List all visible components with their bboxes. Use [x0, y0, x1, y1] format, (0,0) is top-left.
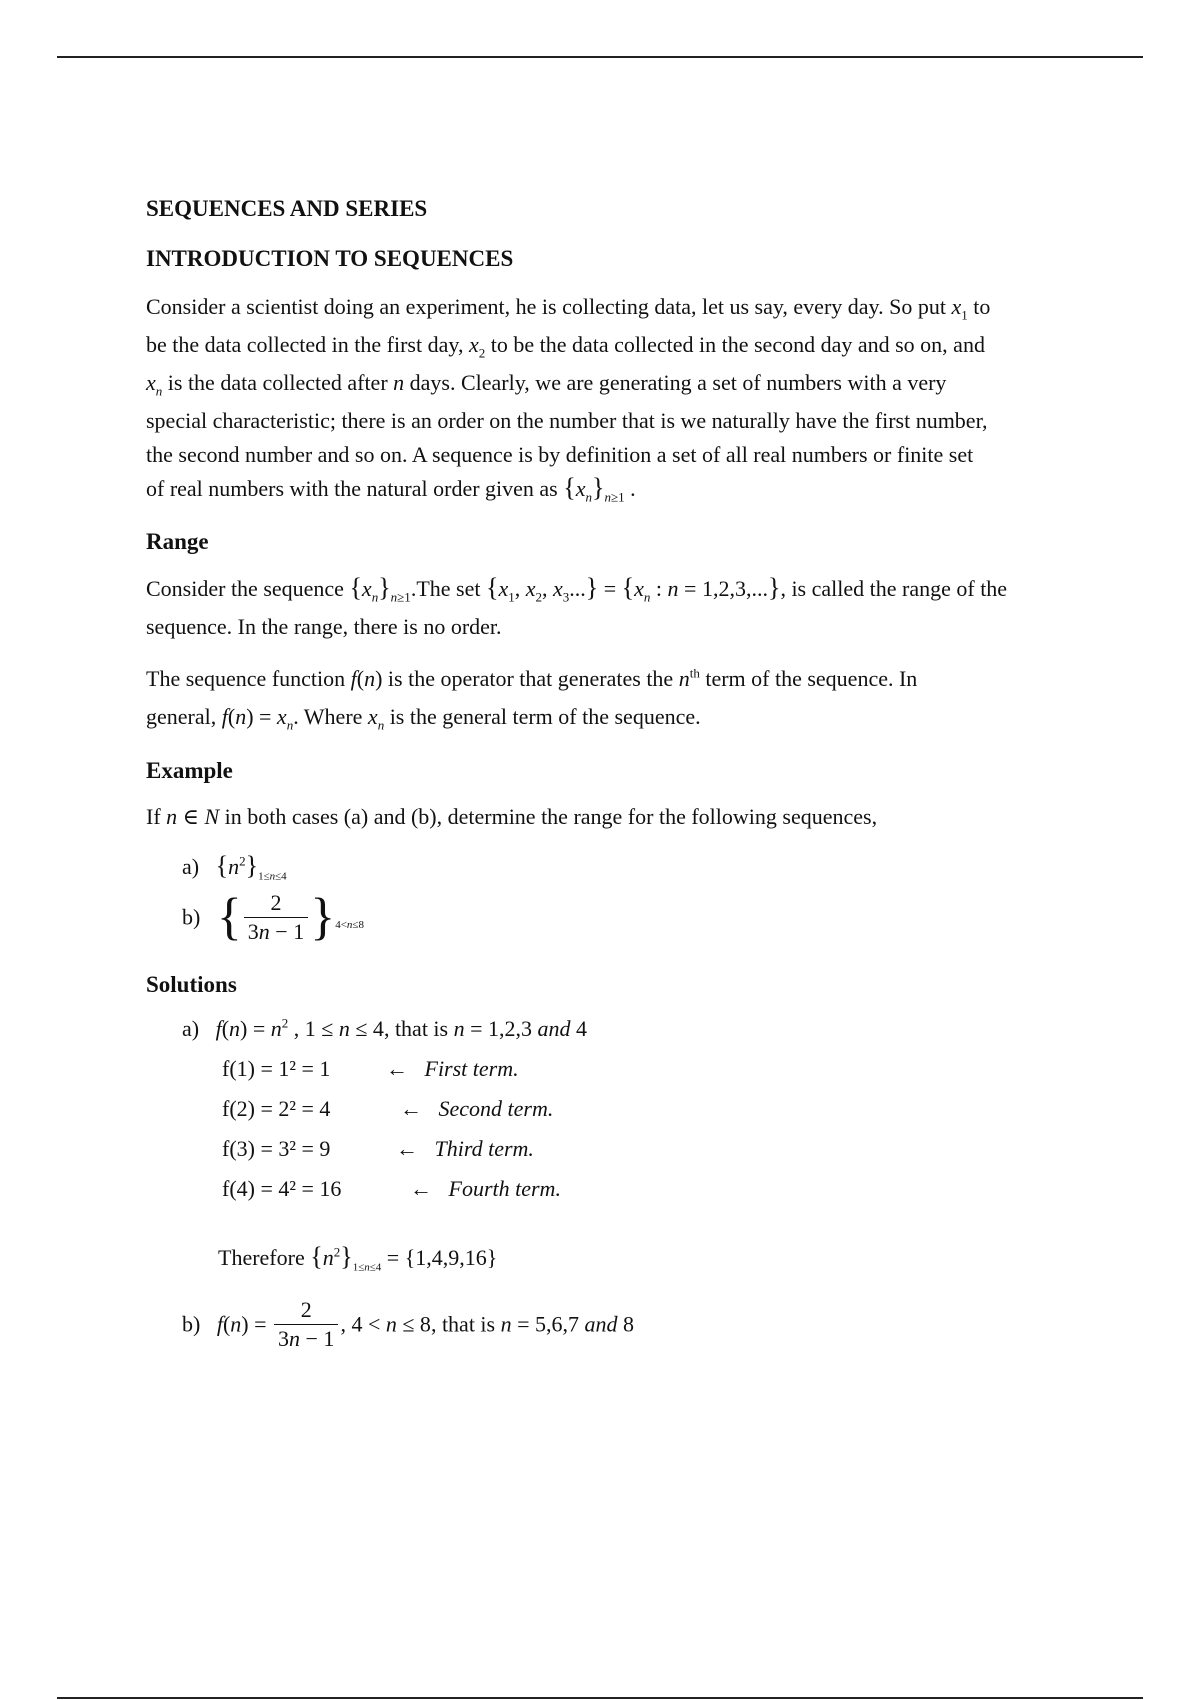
- section-heading-example: Example: [146, 758, 233, 783]
- intro-line-6: of real numbers with the natural order given as $\{x_n\}_{n\ge 1}$ .: [146, 473, 636, 505]
- left-arrow-icon: ←: [410, 1176, 432, 1201]
- left-arrow-icon: ←: [400, 1096, 422, 1121]
- function-paragraph: [146, 660, 1086, 736]
- left-arrow-icon: ←: [396, 1136, 418, 1161]
- example-part-a: a) $\{n^2\}_{1\le n\le 4}$: [182, 851, 287, 883]
- intro-line-5: the second number and so on. A sequence is by definition a set of all real numbers or finite set: [146, 442, 974, 467]
- solution-b: [146, 1296, 1086, 1366]
- solution-term-4-note: ← Fourth term.: [410, 1176, 561, 1201]
- range-line-2: sequence. In the range, there is no order.: [146, 614, 502, 639]
- solution-term-1: f(1) = 1² = 1: [222, 1056, 331, 1081]
- intro-paragraph: [146, 288, 1086, 507]
- intro-line-3: $x_n$ is the data collected after n days. Clearly, we are generating a set of numbers with a very: [146, 370, 947, 399]
- page-title: SEQUENCES AND SERIES: [146, 196, 428, 221]
- solution-term-4: f(4) = 4² = 16: [222, 1176, 342, 1201]
- solution-a: [146, 1015, 1086, 1274]
- function-line-1: The sequence function f(n) is the operator that generates the $n^{th}$ term of the sequence. In: [146, 665, 918, 691]
- intro-line-4: special characteristic; there is an order on the number that is we naturally have the first number,: [146, 408, 988, 433]
- range-line-1: Consider the sequence $\{x_n\}_{n\ge 1}.The$ set {$x_1$, $x_2$, $x_3...\} = \{x_n$ : n = 1,2,3,...}, is called the range of the: [146, 573, 1008, 605]
- solution-term-2-note: ← Second term.: [400, 1096, 554, 1121]
- function-line-2: general, $f(n) = x_n$. Where $x_n$ is the general term of the sequence.: [146, 704, 701, 733]
- top-rule: [57, 56, 1143, 58]
- bottom-rule: [57, 1697, 1143, 1699]
- intro-line-1: Consider a scientist doing an experiment, he is collecting data, let us say, every day. So put $x_1$ to: [146, 294, 991, 323]
- solution-term-3: f(3) = 3² = 9: [222, 1136, 331, 1161]
- section-heading-solutions: Solutions: [146, 972, 237, 997]
- solution-term-2: f(2) = 2² = 4: [222, 1096, 331, 1121]
- solution-b-definition: b) f(n) = $\frac{2}{3n - 1}$ , 4 < n ≤ 8, that is n = 5,6,7 and 8: [182, 1297, 635, 1351]
- section-heading-intro: INTRODUCTION TO SEQUENCES: [146, 246, 514, 271]
- solution-a-definition: a) $f(n) = n^2$ , 1 ≤ n ≤ 4, that is n = 1,2,3 and 4: [182, 1015, 588, 1041]
- left-arrow-icon: ←: [386, 1056, 408, 1081]
- intro-line-2: be the data collected in the first day, $x_2$ to be the data collected in the second day and so on, and: [146, 332, 985, 361]
- solution-term-3-note: ← Third term.: [396, 1136, 534, 1161]
- solution-term-1-note: ← First term.: [386, 1056, 519, 1081]
- solution-a-result: Therefore $\{n^2\}_{1\le n\le 4} = \{1,4,9,16\}$: [218, 1242, 498, 1274]
- range-paragraph: [146, 569, 1086, 646]
- example-prompt: If n ∈ N in both cases (a) and (b), determine the range for the following sequences,: [146, 804, 878, 829]
- section-heading-range: Range: [146, 529, 209, 554]
- document-body: [146, 196, 1086, 1366]
- example-part-b: b) { $\frac{2}{3n - 1}$ }$_{4<n\le 8}$: [182, 888, 364, 946]
